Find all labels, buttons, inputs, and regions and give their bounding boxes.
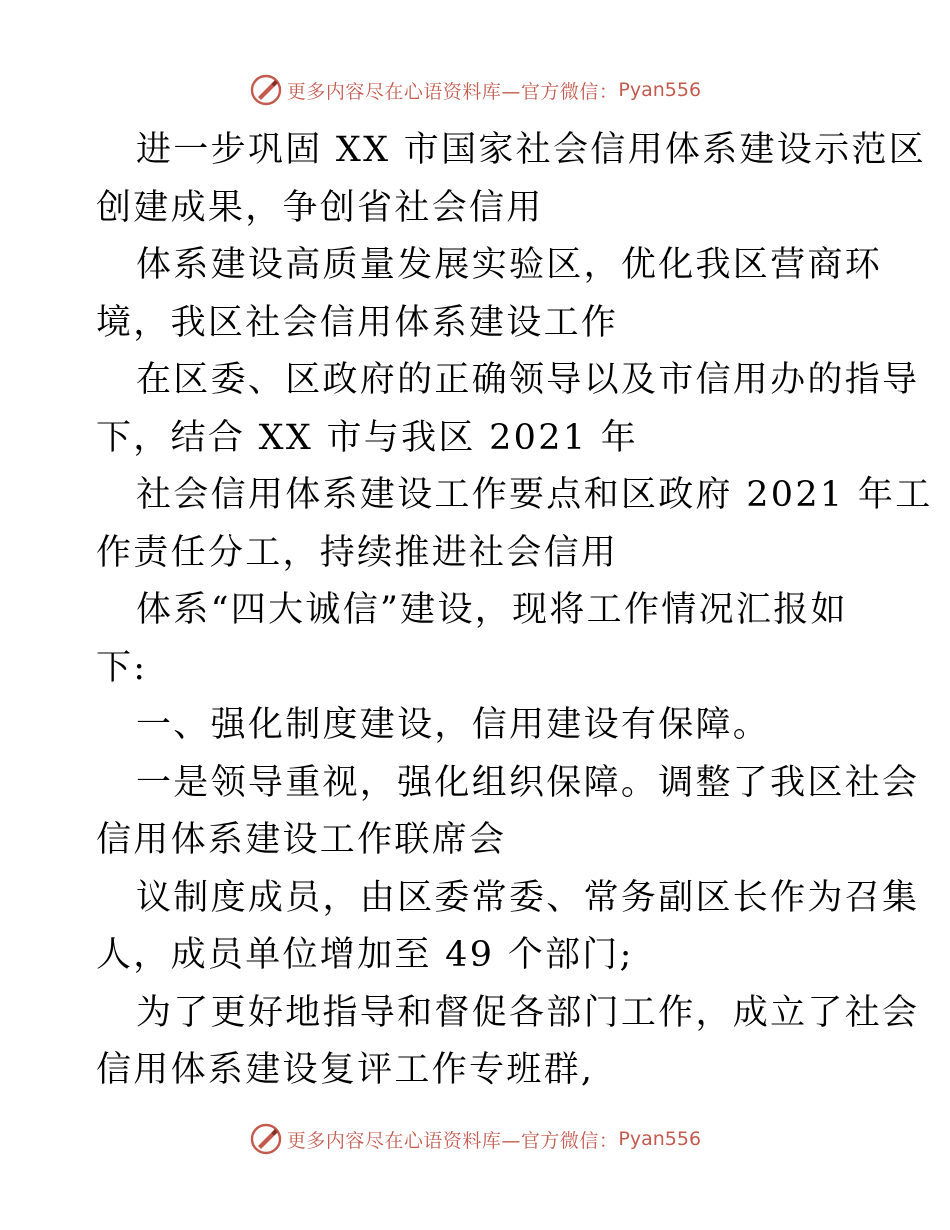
text-line: 社会信用体系建设工作要点和区政府 2021 年工: [136, 475, 933, 515]
document-body: [96, 122, 933, 1100]
text-line: 在区委、区政府的正确领导以及市信用办的指导: [136, 360, 920, 400]
text-line: 创建成果，争创省社会信用: [96, 187, 544, 228]
text-line: 信用体系建设复评工作专班群,: [96, 1050, 595, 1090]
text-line: 作责任分工，持续推进社会信用: [96, 532, 619, 573]
text-line: 信用体系建设工作联席会: [96, 820, 507, 860]
text-line: 体系“四大诚信”建设，现将工作情况汇报如: [136, 590, 848, 630]
text-line: 人，成员单位增加至 49 个部门;: [96, 935, 634, 975]
watermark-wechat-id: Pyan556: [618, 1128, 702, 1150]
text-line: 下:: [96, 647, 148, 688]
text-line: 体系建设高质量发展实验区，优化我区营商环: [136, 245, 883, 285]
watermark-text: 更多内容尽在心语资料库—官方微信：: [286, 80, 619, 103]
watermark-wechat-id: Pyan556: [618, 79, 702, 101]
pen-logo-icon: [249, 1122, 283, 1156]
footer-watermark: [0, 1121, 950, 1157]
text-line: 议制度成员，由区委常委、常务副区长作为召集: [136, 877, 920, 918]
text-line: 为了更好地指导和督促各部门工作，成立了社会: [136, 992, 920, 1033]
text-line: 下，结合 XX 市与我区 2021 年: [96, 417, 639, 458]
watermark-text: 更多内容尽在心语资料库—官方微信：: [286, 1129, 619, 1152]
text-line: 一、强化制度建设，信用建设有保障。: [136, 705, 771, 745]
header-watermark: [0, 72, 950, 108]
text-line: 境，我区社会信用体系建设工作: [96, 302, 619, 343]
text-line: 进一步巩固 XX 市国家社会信用体系建设示范区: [136, 130, 926, 170]
pen-logo-icon: [249, 73, 283, 107]
text-line: 一是领导重视，强化组织保障。调整了我区社会: [136, 762, 920, 803]
